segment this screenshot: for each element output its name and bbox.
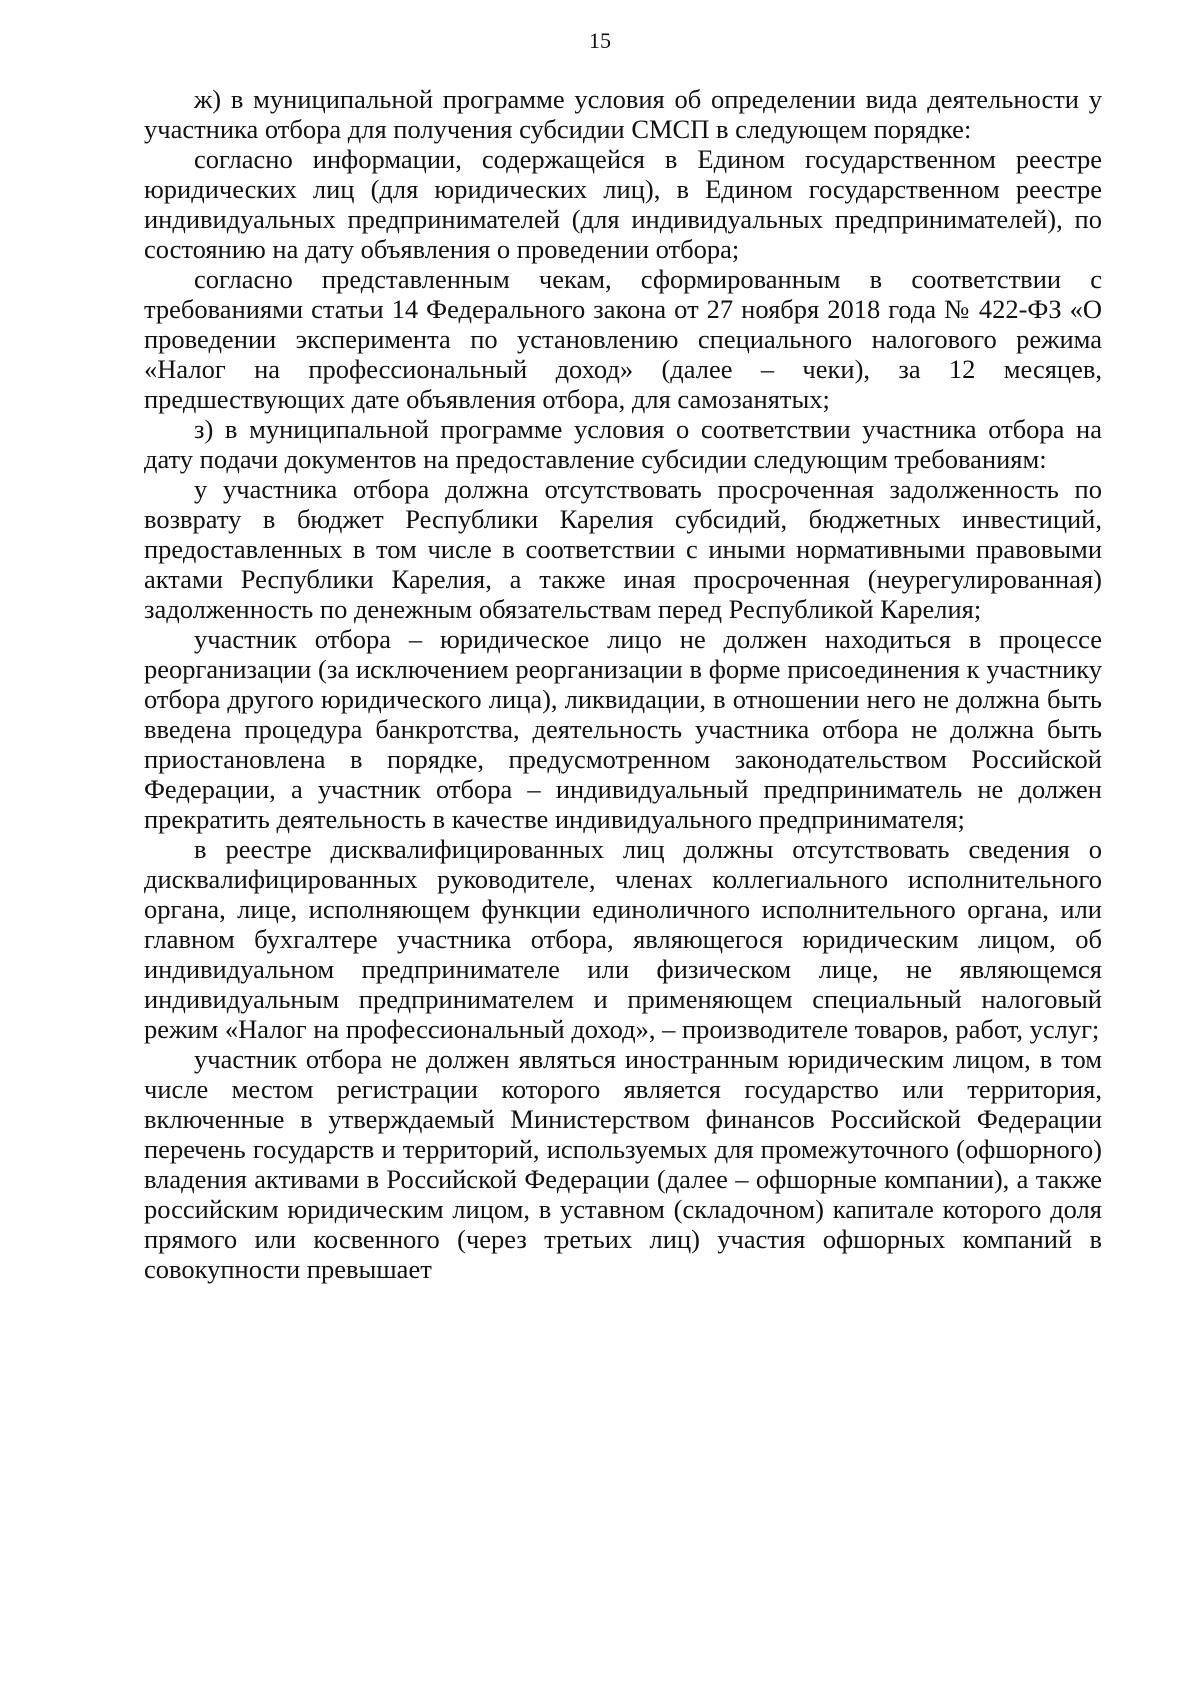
paragraph-receipts: согласно представленным чекам, сформированным в соответствии с требованиями статьи 14 Федерального закона от 27 ноября 2018 года № 422-ФЗ «О проведении эксперимента по установлению специального налогового режима «Налог на профессиональный доход» (далее – чеки), за 12 месяцев, предшествующих дате объявления отбора, для самозанятых; bbox=[144, 264, 1102, 414]
page-number: 15 bbox=[589, 28, 611, 53]
paragraph-disqualified-persons: в реестре дисквалифицированных лиц должны отсутствовать сведения о дисквалифицированных руководителе, членах коллегиального исполнительного органа, лице, исполняющем функции единоличного исполнительного органа, или главном бухгалтере участника отбора, являющегося юридическим лицом, об индивидуальном предпринимателе или физическом лице, не являющемся индивидуальным предпринимателем и применяющем специальный налоговый режим «Налог на профессиональный доход», – производителе товаров, работ, услуг; bbox=[144, 834, 1102, 1044]
paragraph-egrul-egrip: согласно информации, содержащейся в Едином государственном реестре юридических лиц (для юридических лиц), в Едином государственном реестре индивидуальных предпринимателей (для индивидуальных предпринимателей), по состоянию на дату объявления о проведении отбора; bbox=[144, 144, 1102, 264]
paragraph-item-z: з) в муниципальной программе условия о соответствии участника отбора на дату подачи документов на предоставление субсидии следующим требованиям: bbox=[144, 414, 1102, 474]
paragraph-reorganization-requirement: участник отбора – юридическое лицо не должен находиться в процессе реорганизации (за исключением реорганизации в форме присоединения к участнику отбора другого юридического лица), ликвидации, в отношении него не должна быть введена процедура банкротства, деятельность участника отбора не должна быть приостановлена в порядке, предусмотренном законодательством Российской Федерации, а участник отбора – индивидуальный предприниматель не должен прекратить деятельность в качестве индивидуального предпринимателя; bbox=[144, 624, 1102, 834]
paragraph-item-zh: ж) в муниципальной программе условия об определении вида деятельности у участника отбора для получения субсидии СМСП в следующем порядке: bbox=[144, 84, 1102, 144]
paragraph-offshore-companies: участник отбора не должен являться иностранным юридическим лицом, в том числе местом регистрации которого является государство или территория, включенные в утверждаемый Министерством финансов Российской Федерации перечень государств и территорий, используемых для промежуточного (офшорного) владения активами в Российской Федерации (далее – офшорные компании), а также российским юридическим лицом, в уставном (складочном) капитале которого доля прямого или косвенного (через третьих лиц) участия офшорных компаний в совокупности превышает bbox=[144, 1044, 1102, 1284]
paragraph-debt-requirement: у участника отбора должна отсутствовать просроченная задолженность по возврату в бюджет Республики Карелия субсидий, бюджетных инвестиций, предоставленных в том числе в соответствии с иными нормативными правовыми актами Республики Карелия, а также иная просроченная (неурегулированная) задолженность по денежным обязательствам перед Республикой Карелия; bbox=[144, 474, 1102, 624]
document-body bbox=[144, 84, 1102, 1284]
